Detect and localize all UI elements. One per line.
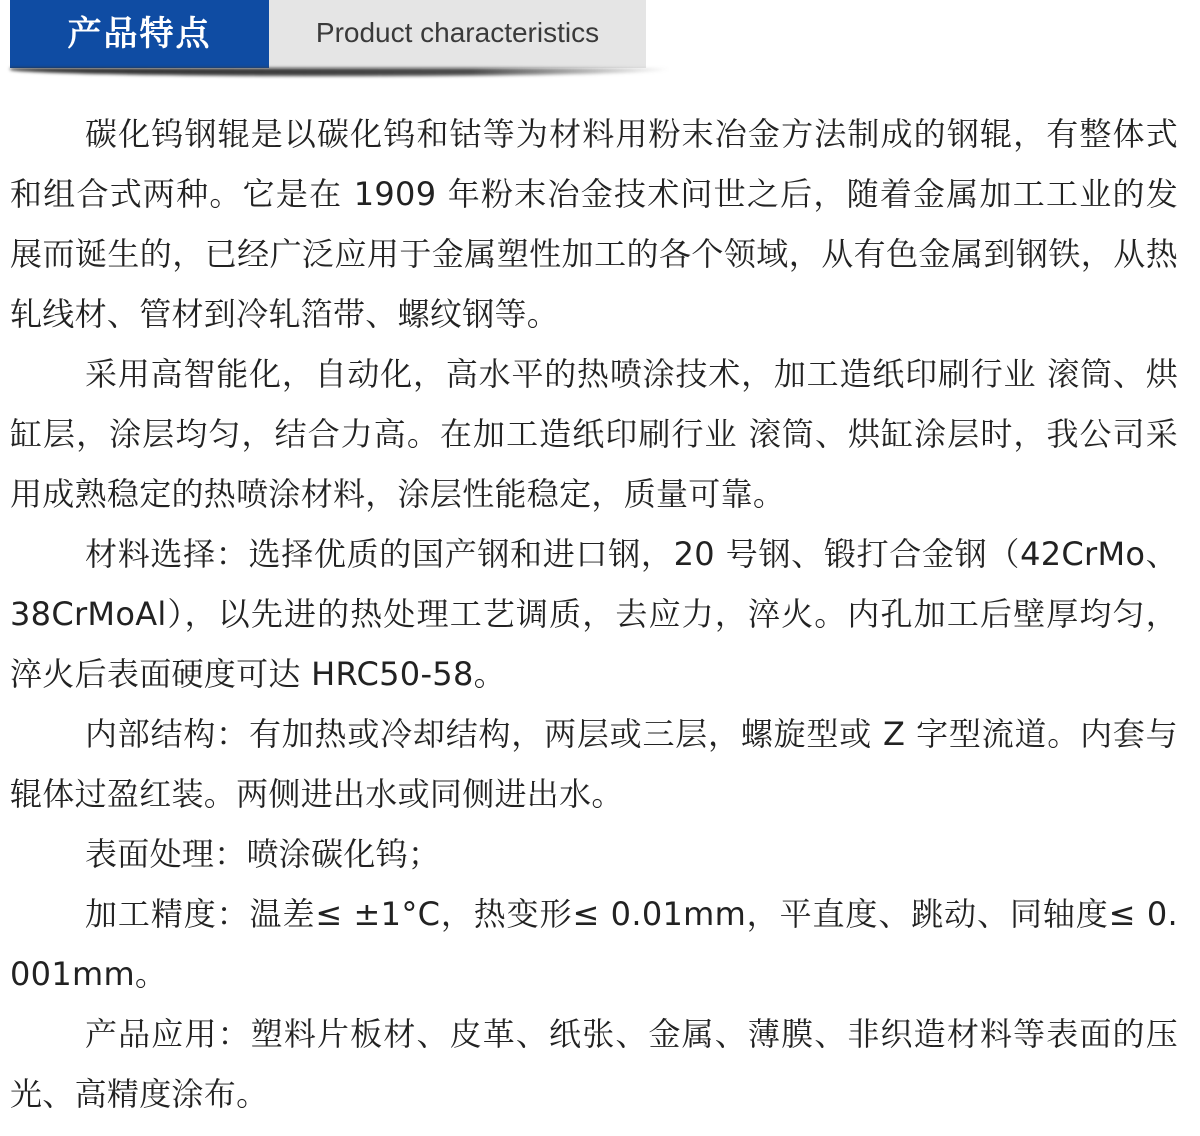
section-title-cn: 产品特点 — [10, 0, 269, 68]
paragraph-material-selection: 材料选择：选择优质的国产钢和进口钢，20 号钢、锻打合金钢（42CrMo、38CrMoAl），以先进的热处理工艺调质，去应力，淬火。内孔加工后壁厚均匀，淬火后表面硬度可达 HRC50-58。 — [10, 535, 1178, 693]
product-description — [10, 104, 1178, 1124]
paragraph-thermal-spray: 采用高智能化，自动化，高水平的热喷涂技术，加工造纸印刷行业 滚筒、烘缸层，涂层均匀，结合力高。在加工造纸印刷行业 滚筒、烘缸涂层时，我公司采用成熟稳定的热喷涂材料，涂层性能稳定，质量可靠。 — [10, 355, 1178, 513]
paragraph-machining-precision: 加工精度：温差≤ ±1°C，热变形≤ 0.01mm，平直度、跳动、同轴度≤ 0.001mm。 — [10, 895, 1178, 993]
section-title-en: Product characteristics — [269, 0, 646, 68]
paragraph-applications: 产品应用：塑料片板材、皮革、纸张、金属、薄膜、非织造材料等表面的压光、高精度涂布。 — [10, 1015, 1178, 1113]
section-header — [10, 0, 646, 68]
paragraph-surface-treatment: 表面处理：喷涂碳化钨； — [85, 835, 441, 873]
paragraph-intro: 碳化钨钢辊是以碳化钨和钴等为材料用粉末冶金方法制成的钢辊，有整体式和组合式两种。它是在 1909 年粉末冶金技术问世之后，随着金属加工工业的发展而诞生的，已经广泛应用于金属塑性加工的各个领域，从有色金属到钢铁，从热轧线材、管材到冷轧箔带、螺纹钢等。 — [10, 115, 1178, 333]
header-underline-shadow — [10, 68, 670, 76]
paragraph-internal-structure: 内部结构：有加热或冷却结构，两层或三层，螺旋型或 Z 字型流道。内套与辊体过盈红装。两侧进出水或同侧进出水。 — [10, 715, 1178, 813]
